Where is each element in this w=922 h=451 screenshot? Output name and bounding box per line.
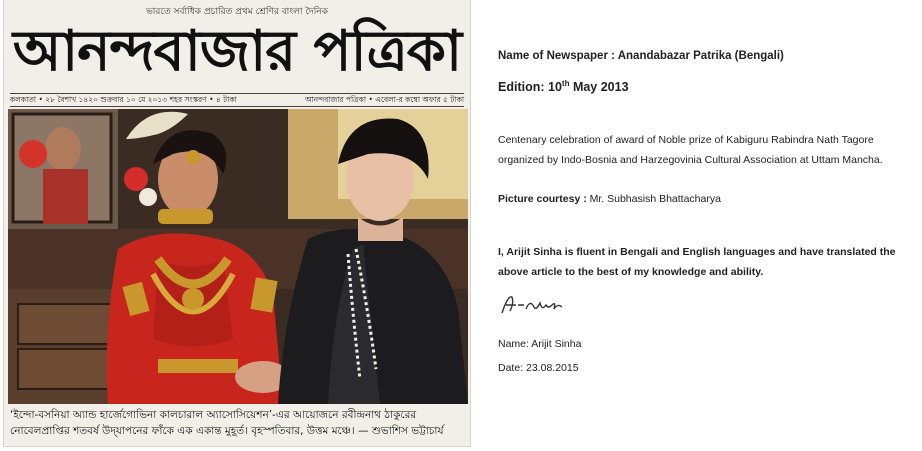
translator-statement: I, Arijit Sinha is fluent in Bengali and English languages and have translated the above article to the best of my knowledge and ability.: [498, 246, 896, 278]
dateline-right: আনন্দবাজার পত্রিকা • এবেলা-র কম্বো অফার ৫ টাকা: [304, 95, 464, 104]
caption-line-1: ‘ইন্দো-বসনিয়া অ্যান্ড হার্জেগোভিনা কালচারাল অ্যাসোসিয়েশন’-এর আয়োজনে রবীন্দ্রনাথ ঠাকুরের: [10, 409, 417, 421]
courtesy-label: Picture courtesy :: [498, 193, 590, 205]
newspaper-tagline: ভারতে সর্বাধিক প্রচারিত প্রথম শ্রেণির বাংলা দৈনিক: [146, 7, 328, 17]
newspaper-masthead: আনন্দবাজার পত্রিকা: [12, 18, 462, 84]
edition-rest: May 2013: [569, 80, 629, 95]
newspaper-dateline: [10, 93, 464, 107]
signer-name: Name: Arijit Sinha: [498, 338, 582, 350]
newspaper-name-label: Name of Newspaper :: [498, 50, 618, 62]
article-description: Centenary celebration of award of Noble prize of Kabiguru Rabindra Nath Tagore organized by Indo-Bosnia and Harzegovinia Cultural Association at Uttam Mancha.: [498, 134, 883, 166]
news-photo-illustration: [8, 109, 468, 404]
edition-suffix: th: [561, 79, 570, 88]
newspaper-name-value: Anandabazar Patrika (Bengali): [617, 50, 784, 62]
signature-graphic: [500, 293, 580, 317]
courtesy-value: Mr. Subhasish Bhattacharya: [589, 193, 721, 205]
signature: [500, 293, 580, 322]
picture-courtesy-line: [498, 193, 721, 205]
signed-date: Date: 23.08.2015: [498, 362, 579, 374]
edition-line: [498, 79, 629, 94]
news-photo: [8, 109, 468, 404]
edition-label: Edition: 10: [498, 80, 562, 95]
newspaper-name-line: [498, 50, 784, 62]
dateline-left: কলকাতা • ২৮ বৈশাখ ১৪২০ শুক্রবার ১০ মে ২০১৩ শহর সংস্করণ • ৪ টাকা: [10, 95, 237, 104]
photo-caption: [10, 407, 464, 439]
newspaper-clipping: [4, 0, 470, 446]
caption-line-2: নোবেলপ্রাপ্তির শতবর্ষ উদ্‌যাপনের ফাঁকে এক একান্ত মুহূর্ত। বৃহস্পতিবার, উত্তম মঞ্চে। — শুভাশিস ভট্টাচার্য: [10, 425, 444, 437]
